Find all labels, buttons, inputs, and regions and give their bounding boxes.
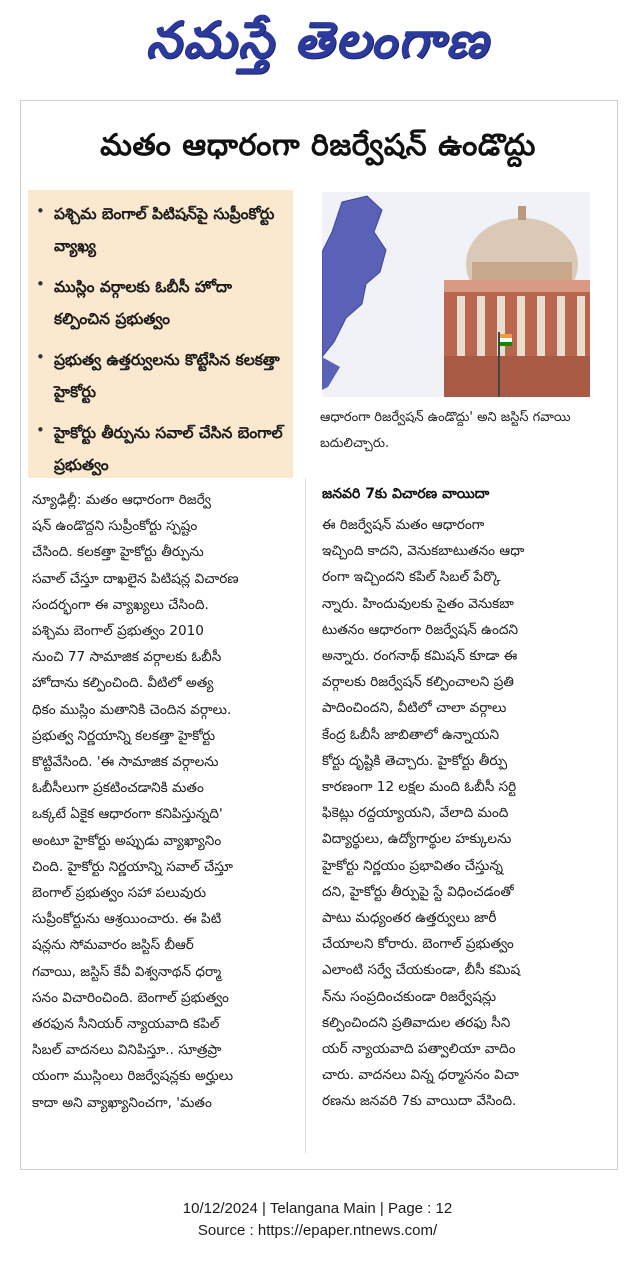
body-line: దని, హైకోర్టు తీర్పుపై స్టే విధించడంతో (322, 883, 514, 900)
body-line: నుంచి 77 సామాజిక వర్గాలకు ఓబీసీ (32, 649, 222, 666)
body-line: హైకోర్టు నిర్ణయం ప్రభావితం చేస్తున్న (322, 857, 503, 874)
body-line: ఒక్కటే ఏకైక ఆధారంగా కనిపిస్తున్నది' (32, 806, 223, 823)
body-line: న్నారు. హిందువులకు సైతం వెనుకబా (322, 595, 514, 612)
column-divider (305, 478, 306, 1153)
body-line: చేయాలని కోరారు. బెంగాల్ ప్రభుత్వం (322, 936, 514, 953)
body-line: న్‌ను సంప్రదించకుండా రిజర్వేషన్లు (322, 988, 497, 1005)
supreme-court-photo (322, 192, 590, 397)
highlight-item: • పశ్చిమ బెంగాల్ పిటిషన్‌పై సుప్రీంకోర్టు వ్యాఖ్య (36, 198, 285, 262)
bullet-icon: • (36, 348, 45, 366)
body-line: సనం విచారించింది. బెంగాల్ ప్రభుత్వం (32, 989, 229, 1006)
body-line: ధికం ముస్లిం మతానికి చెందిన వర్గాలు. (32, 701, 232, 718)
body-line: రంగా ఇచ్చిందని కపిల్ సిబల్ పేర్కొ (322, 569, 501, 586)
highlight-item: • ముస్లిం వర్గాలకు ఓబీసీ హోదా కల్పించిన ప్రభుత్వం (36, 271, 285, 335)
article-body-right (322, 512, 592, 1115)
masthead (0, 6, 635, 86)
body-line: చారు. వాదనలు విన్న ధర్మాసనం విచా (322, 1067, 519, 1084)
body-line: చింది. హైకోర్టు నిర్ణయాన్ని సవాల్ చేస్తూ (32, 858, 233, 875)
body-line: పాటు మధ్యంతర ఉత్తర్వులు జారీ (322, 910, 497, 927)
article-headline: మతం ఆధారంగా రిజర్వేషన్ ఉండొద్దు (100, 128, 536, 163)
body-line: ఓబీసీలుగా ప్రకటించడానికి మతం (32, 780, 204, 797)
body-line: అన్నారు. రంగనాథ్ కమిషన్ కూడా ఈ (322, 648, 518, 665)
body-line: యర్ న్యాయవాది పత్వాలియా వాదిం (322, 1041, 516, 1058)
body-line: షన్ ఉండొద్దని సుప్రీంకోర్టు స్పష్టం (32, 518, 198, 535)
body-line: షన్లను సోమవారం జస్టిస్ బీఆర్ (32, 937, 194, 954)
body-line: కారణంగా 12 లక్షల మంది ఓబీసీ సర్టి (322, 779, 517, 796)
body-line: విద్యార్థులు, ఉద్యోగార్థుల హక్కులను (322, 831, 512, 848)
body-line: సుప్రీంకోర్టును ఆశ్రయించారు. ఈ పిటి (32, 911, 222, 928)
body-line: చేసింది. కలకత్తా హైకోర్టు తీర్పును (32, 544, 204, 561)
body-line: కోర్టు దృష్టికి తెచ్చారు. హైకోర్టు తీర్పు (322, 752, 508, 769)
bullet-icon: • (36, 421, 45, 439)
body-line: హోదాను కల్పించింది. వీటిలో అత్య (32, 675, 214, 692)
body-line: సందర్భంగా ఈ వ్యాఖ్యలు చేసింది. (32, 596, 209, 613)
supreme-court-illustration (322, 192, 590, 397)
body-line: గవాయి, జస్టిస్ కేవీ విశ్వనాథన్ ధర్మా (32, 963, 222, 980)
bullet-icon: • (36, 202, 45, 220)
page-footer (0, 1198, 635, 1242)
body-line: ఈ రిజర్వేషన్ మతం ఆధారంగా (322, 517, 485, 533)
body-line: సిబల్ వాదనలు వినిపిస్తూ.. సూత్రప్రా (32, 1042, 222, 1059)
body-line: సవాల్ చేస్తూ దాఖలైన పిటిషన్ల విచారణ (32, 570, 239, 587)
body-line: యంగా ముస్లింలు రిజర్వేషన్లకు అర్హులు (32, 1068, 234, 1085)
body-line: ఎలాంటి సర్వే చేయకుండా, బీసీ కమిష (322, 962, 521, 979)
body-line: న్యూఢిల్లీ: మతం ఆధారంగా రిజర్వే (32, 492, 212, 508)
body-line: ఇచ్చింది కాదని, వెనుకబాటుతనం ఆధా (322, 543, 525, 560)
highlights-box (28, 190, 293, 478)
body-line: ప్రభుత్వ నిర్ణయాన్ని కలకత్తా హైకోర్టు (32, 727, 216, 744)
body-line: కేంద్ర ఓబీసీ జాబితాలో ఉన్నాయని (322, 726, 500, 743)
newspaper-logo: నమస్తే తెలంగాణ (145, 10, 490, 69)
article-body-left (32, 487, 292, 1116)
body-line: ఫికెట్లు రద్దయ్యాయని, వేలాది మంది (322, 805, 509, 822)
body-line: కొట్టివేసింది. 'ఈ సామాజిక వర్గాలను (32, 754, 219, 771)
section-subheading: జనవరి 7కు విచారణ వాయిదా (322, 486, 490, 502)
highlight-item: • ప్రభుత్వ ఉత్తర్వులను కొట్టేసిన కలకత్తా హైకోర్టు (36, 344, 285, 408)
body-line: తరఫున సీనియర్ న్యాయవాది కపిల్ (32, 1016, 220, 1033)
body-line: పాదించిందని, వీటిలో చాలా వర్గాలు (322, 700, 507, 717)
footer-source-line: Source : https://epaper.ntnews.com/ (197, 1222, 438, 1239)
body-line: టుతనం ఆధారంగా రిజర్వేషన్ ఉందని (322, 621, 519, 638)
body-line: బెంగాల్ ప్రభుత్వం సహా పలువురు (32, 885, 207, 902)
body-line: వర్గాలకు రిజర్వేషన్ కల్పించాలని ప్రతి (322, 674, 514, 691)
body-line: కాదా అని వ్యాఖ్యానించగా, 'మతం (32, 1094, 212, 1111)
body-line: రణను జనవరి 7కు వాయిదా వేసింది. (322, 1093, 517, 1110)
highlight-item: • హైకోర్టు తీర్పును సవాల్ చేసిన బెంగాల్ ప్రభుత్వం (36, 417, 285, 481)
body-line: కల్పించిందని ప్రతివాదుల తరఫు సీని (322, 1014, 511, 1031)
body-line: అంటూ హైకోర్టు అప్పుడు వ్యాఖ్యానిం (32, 832, 222, 849)
photo-caption: ఆధారంగా రిజర్వేషన్ ఉండొద్దు' అని జస్టిస్ గవాయి బదులిచ్చారు. (320, 410, 571, 451)
bullet-icon: • (36, 275, 45, 293)
body-line: పశ్చిమ బెంగాల్ ప్రభుత్వం 2010 (32, 623, 204, 640)
footer-date-line: 10/12/2024 | Telangana Main | Page : 12 (182, 1200, 453, 1217)
